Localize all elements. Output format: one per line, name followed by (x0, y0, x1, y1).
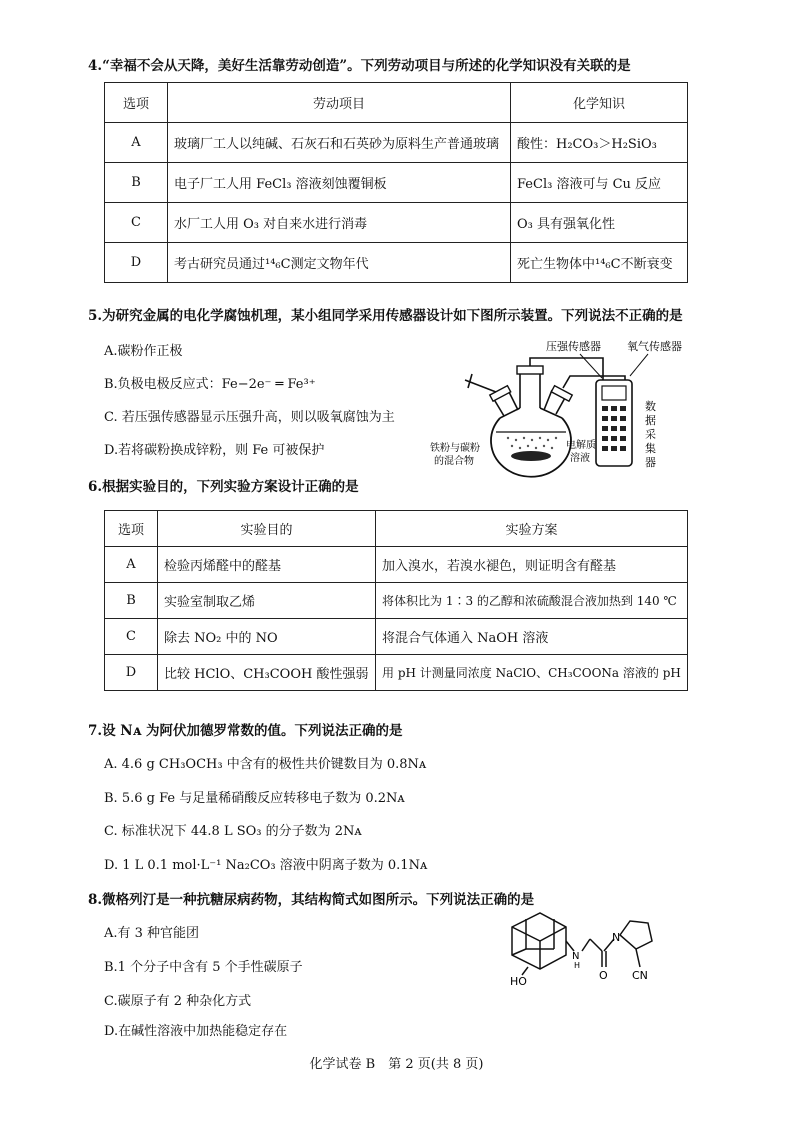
plan-cell: 将混合气体通入 NaOH 溶液 (376, 619, 688, 655)
collector-label-char: 器 (645, 456, 656, 469)
electrolyte-label: 溶液 (570, 453, 590, 464)
question-4-table (104, 82, 688, 283)
pressure-sensor-label: 压强传感器 (546, 340, 601, 353)
carbonyl-o-label: O (599, 969, 608, 982)
option-letter: D (105, 655, 158, 691)
option-b: B.负极电极反应式：Fe−2e⁻ ═ Fe³⁺ (104, 377, 316, 392)
collector-label-char: 采 (645, 428, 656, 441)
corrosion-apparatus-figure (420, 330, 720, 480)
knowledge-cell: 死亡生物体中¹⁴₆C不断衰变 (511, 243, 688, 283)
labor-cell: 水厂工人用 O₃ 对自来水进行消毒 (168, 203, 511, 243)
option-c: C. 若压强传感器显示压强升高，则以吸氧腐蚀为主 (104, 410, 395, 425)
option-letter: B (105, 583, 158, 619)
powder-label: 的混合物 (434, 456, 474, 467)
question-4-stem: 4.“幸福不会从天降，美好生活靠劳动创造”。下列劳动项目与所述的化学知识没有关联的是 (88, 58, 631, 74)
table-row (105, 619, 688, 655)
electrolyte-label: 电解质 (566, 440, 596, 451)
page-footer: 化学试卷 B 第 2 页(共 8 页) (309, 1057, 484, 1072)
table-row (105, 547, 688, 583)
option-a: A.有 3 种官能团 (104, 926, 200, 941)
question-6-table (104, 510, 688, 691)
labor-cell: 考古研究员通过¹⁴₆C测定文物年代 (168, 243, 511, 283)
plan-cell: 用 pH 计测量同浓度 NaClO、CH₃COONa 溶液的 pH (376, 655, 688, 691)
purpose-cell: 实验室制取乙烯 (158, 583, 376, 619)
table-header: 选项 (105, 83, 168, 123)
table-row (105, 243, 688, 283)
option-d: D.在碱性溶液中加热能稳定存在 (104, 1024, 288, 1039)
knowledge-cell: FeCl₃ 溶液可与 Cu 反应 (511, 163, 688, 203)
plan-cell: 加入溴水，若溴水褪色，则证明含有醛基 (376, 547, 688, 583)
option-a: A. 4.6 g CH₃OCH₃ 中含有的极性共价键数目为 0.8Nᴀ (104, 757, 427, 772)
table-header: 劳动项目 (168, 83, 511, 123)
table-header: 实验目的 (158, 511, 376, 547)
option-a: A.碳粉作正极 (104, 344, 183, 359)
option-letter: B (105, 163, 168, 203)
table-header: 化学知识 (511, 83, 688, 123)
collector-label-char: 据 (645, 414, 656, 427)
question-6-stem: 6.根据实验目的，下列实验方案设计正确的是 (88, 479, 359, 495)
nitrile-label: CN (632, 969, 648, 982)
powder-label: 铁粉与碳粉 (430, 443, 480, 454)
question-8-stem: 8.微格列汀是一种抗糖尿病药物，其结构简式如图所示。下列说法正确的是 (88, 892, 535, 908)
option-letter: C (105, 619, 158, 655)
option-b: B. 5.6 g Fe 与足量稀硝酸反应转移电子数为 0.2Nᴀ (104, 791, 405, 806)
collector-label-char: 集 (645, 442, 656, 455)
amine-h-label: H (574, 961, 581, 970)
vildagliptin-structure (500, 905, 680, 995)
option-letter: C (105, 203, 168, 243)
knowledge-cell: 酸性：H₂CO₃＞H₂SiO₃ (511, 123, 688, 163)
table-row (105, 583, 688, 619)
oxygen-sensor-label: 氧气传感器 (627, 340, 682, 353)
option-letter: A (105, 123, 168, 163)
purpose-cell: 除去 NO₂ 中的 NO (158, 619, 376, 655)
ring-n-label: N (612, 931, 621, 944)
table-header: 选项 (105, 511, 158, 547)
option-c: C. 标准状况下 44.8 L SO₃ 的分子数为 2Nᴀ (104, 824, 362, 839)
powder-mixture (511, 451, 551, 461)
option-letter: A (105, 547, 158, 583)
labor-cell: 电子厂工人用 FeCl₃ 溶液刻蚀覆铜板 (168, 163, 511, 203)
flask-body (491, 418, 571, 477)
purpose-cell: 检验丙烯醛中的醛基 (158, 547, 376, 583)
option-b: B.1 个分子中含有 5 个手性碳原子 (104, 960, 303, 975)
knowledge-cell: O₃ 具有强氧化性 (511, 203, 688, 243)
question-7-stem: 7.设 Nᴀ 为阿伏加德罗常数的值。下列说法正确的是 (88, 723, 403, 739)
question-5-stem: 5.为研究金属的电化学腐蚀机理，某小组同学采用传感器设计如下图所示装置。下列说法不正确的是 (88, 308, 683, 324)
table-row (105, 163, 688, 203)
amine-n-label: N (572, 951, 580, 962)
option-c: C.碳原子有 2 种杂化方式 (104, 994, 252, 1009)
plan-cell: 将体积比为 1∶3 的乙醇和浓硫酸混合液加热到 140 ℃ (376, 583, 688, 619)
hydroxyl-label: HO (510, 975, 527, 988)
table-header: 实验方案 (376, 511, 688, 547)
option-letter: D (105, 243, 168, 283)
collector-label-char: 数 (645, 400, 656, 413)
purpose-cell: 比较 HClO、CH₃COOH 酸性强弱 (158, 655, 376, 691)
option-d: D.若将碳粉换成锌粉，则 Fe 可被保护 (104, 443, 325, 458)
table-row (105, 655, 688, 691)
table-row (105, 123, 688, 163)
table-row (105, 203, 688, 243)
option-d: D. 1 L 0.1 mol·L⁻¹ Na₂CO₃ 溶液中阴离子数为 0.1Nᴀ (104, 858, 428, 873)
labor-cell: 玻璃厂工人以纯碱、石灰石和石英砂为原料生产普通玻璃 (168, 123, 511, 163)
